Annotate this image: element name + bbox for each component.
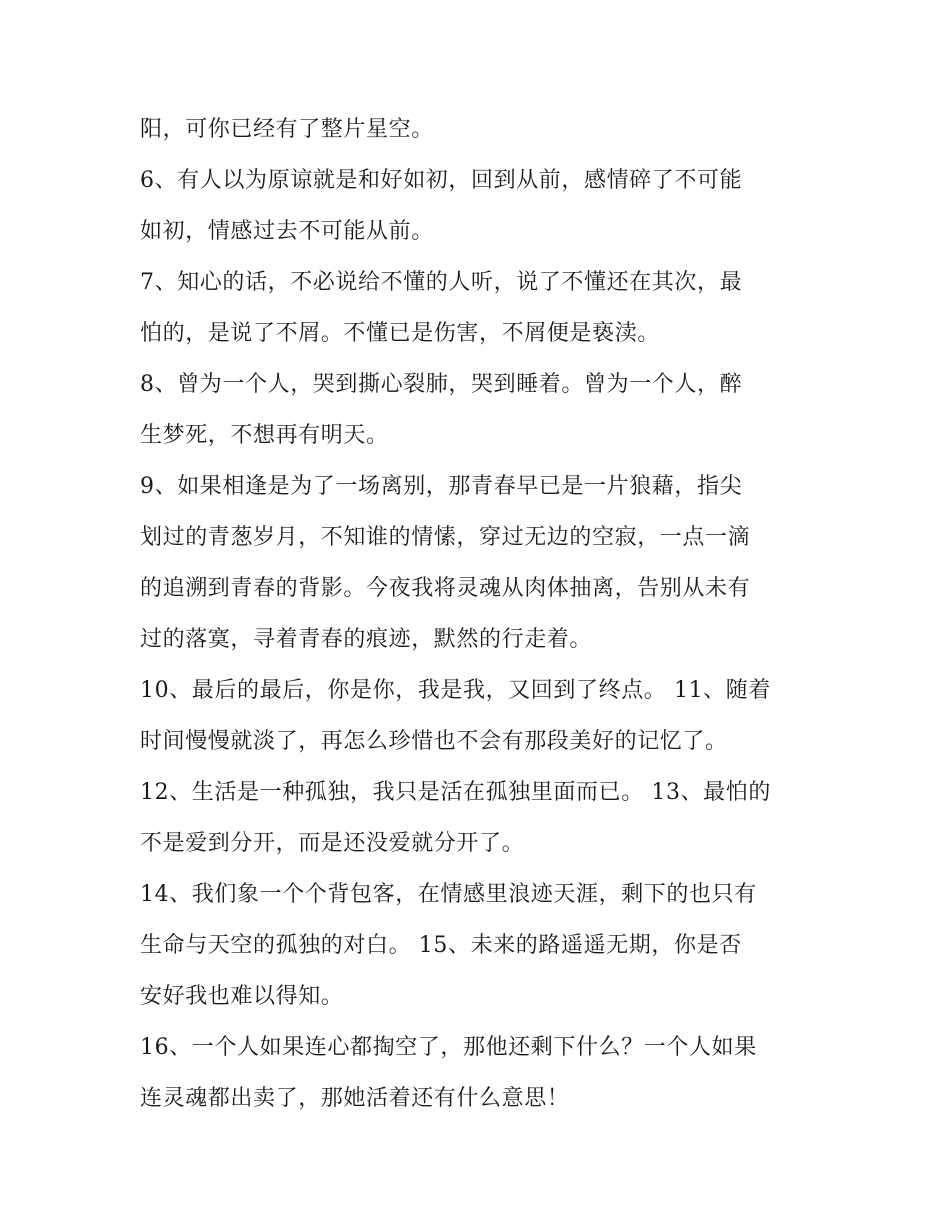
text-line: 过的落寞，寻着青春的痕迹，默然的行走着。 [140, 627, 593, 652]
text-line: 连灵魂都出卖了，那她活着还有什么意思！ [140, 1086, 570, 1111]
text-line: 12、生活是一种孤独，我只是活在孤独里面而已。 13、最怕的 [140, 780, 771, 805]
text-line: 14、我们象一个个背包客，在情感里浪迹天涯，剩下的也只有 [140, 882, 757, 907]
text-line: 怕的，是说了不屑。不懂已是伤害，不屑便是亵渎。 [140, 321, 660, 346]
text-line: 的追溯到青春的背影。今夜我将灵魂从肉体抽离，告别从未有 [140, 576, 751, 601]
text-line: 16、一个人如果连心都掏空了，那他还剩下什么？一个人如果 [140, 1035, 757, 1060]
text-line: 8、曾为一个人，哭到撕心裂肺，哭到睡着。曾为一个人，醉 [140, 372, 743, 397]
text-line: 7、知心的话，不必说给不懂的人听，说了不懂还在其次，最 [140, 270, 743, 295]
text-line: 如初，情感过去不可能从前。 [140, 219, 434, 244]
text-line: 生命与天空的孤独的对白。 15、未来的路遥遥无期，你是否 [140, 933, 742, 958]
text-line: 划过的青葱岁月，不知谁的情愫，穿过无边的空寂，一点一滴 [140, 525, 751, 550]
text-line: 6、有人以为原谅就是和好如初，回到从前，感情碎了不可能 [140, 168, 743, 193]
text-line: 阳，可你已经有了整片星空。 [140, 117, 434, 142]
text-line: 生梦死，不想再有明天。 [140, 423, 389, 448]
text-line: 10、最后的最后，你是你，我是我，又回到了终点。 11、随着 [140, 678, 771, 703]
document-body [140, 104, 820, 1124]
text-line: 不是爱到分开，而是还没爱就分开了。 [140, 831, 525, 856]
text-line: 安好我也难以得知。 [140, 984, 344, 1009]
text-line: 时间慢慢就淡了，再怎么珍惜也不会有那段美好的记忆了。 [140, 729, 728, 754]
text-line: 9、如果相逢是为了一场离别，那青春早已是一片狼藉，指尖 [140, 474, 743, 499]
